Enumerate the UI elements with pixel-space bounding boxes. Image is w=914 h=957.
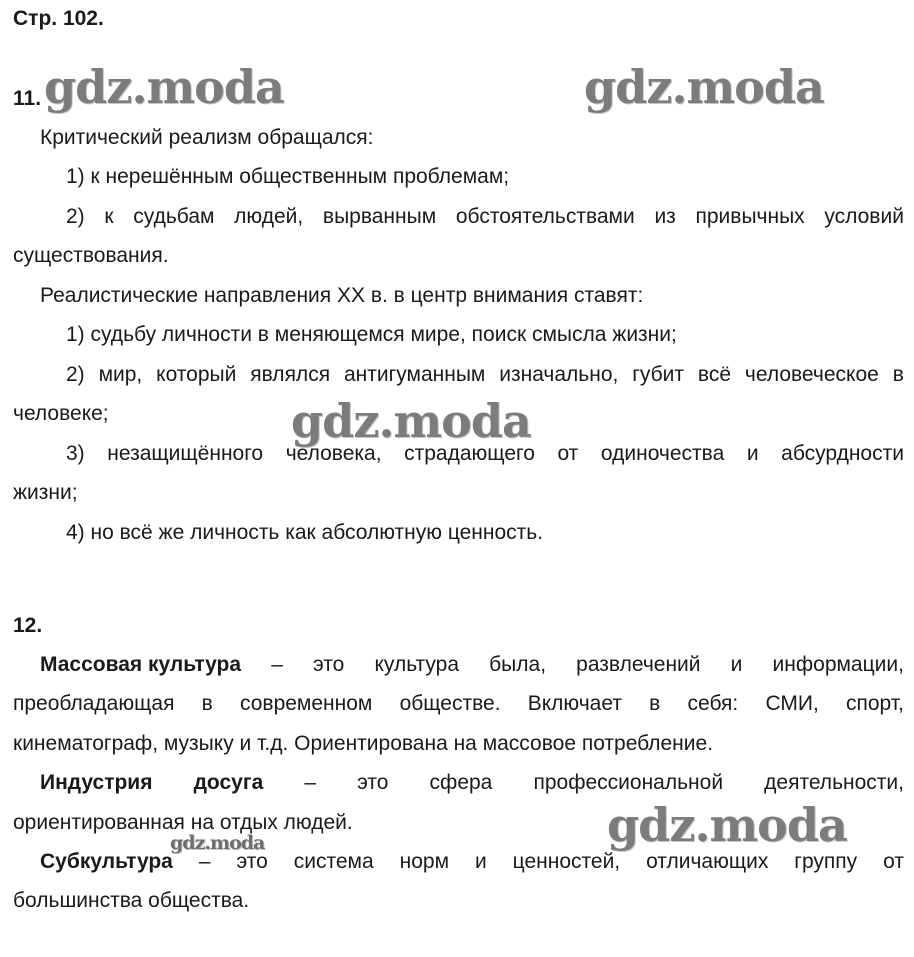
- word: спорт,: [846, 692, 904, 715]
- word: –: [198, 850, 211, 873]
- word: судьбам: [133, 205, 215, 228]
- word: мир,: [98, 363, 143, 386]
- page-header: Стр. 102.: [13, 7, 104, 30]
- watermark: gdz.moda: [170, 832, 265, 854]
- task-12-leisure-line-1: [40, 770, 904, 796]
- term-mass-culture: Массовая культура: [40, 653, 242, 676]
- watermark: gdz.moda: [44, 60, 284, 114]
- word: абсурдности: [781, 442, 904, 465]
- word: –: [271, 653, 283, 676]
- word: профессиональной: [533, 771, 724, 794]
- task-11-realism-3-continued: жизни;: [13, 481, 78, 504]
- watermark: gdz.moda: [607, 798, 847, 852]
- word: СМИ,: [765, 692, 819, 715]
- word: это: [236, 850, 268, 873]
- task-12-number: 12.: [13, 614, 43, 637]
- word: современном: [240, 692, 373, 715]
- task-12-mass-culture-line-2: [13, 691, 904, 717]
- word: культура: [374, 653, 459, 676]
- word: 2): [66, 363, 85, 386]
- word: от: [883, 850, 904, 873]
- word: привычных: [695, 205, 805, 228]
- term-subculture: Субкультура: [40, 850, 173, 873]
- word: и: [730, 653, 743, 676]
- task-12-mass-culture-line-3: кинематограф, музыку и т.д. Ориентирована на массовое потребление.: [13, 732, 714, 755]
- task-12-subculture-line-2: большинства общества.: [13, 889, 250, 912]
- word: –: [304, 771, 317, 794]
- word: это: [357, 771, 389, 794]
- word: являлся: [250, 363, 331, 386]
- word: антигуманным: [343, 363, 486, 386]
- task-11-realism-2: [66, 362, 904, 388]
- task-12-mass-culture-line-1: [40, 652, 904, 678]
- word: человеческое: [744, 363, 879, 386]
- word: в: [201, 692, 213, 715]
- word: в: [892, 363, 904, 386]
- word: деятельности,: [764, 771, 904, 794]
- word: была,: [489, 653, 547, 676]
- task-11-intro: Критический реализм обращался:: [40, 126, 374, 149]
- task-11-realism-1: 1) судьбу личности в меняющемся мире, поиск смысла жизни;: [66, 323, 677, 346]
- task-11-realism-2-continued: человеке;: [13, 402, 109, 425]
- word: одиночества: [600, 442, 725, 465]
- word: обстоятельствами: [455, 205, 635, 228]
- watermark: gdz.moda: [584, 60, 824, 114]
- watermark: gdz.moda: [291, 394, 531, 448]
- word: группу: [794, 850, 858, 873]
- word: и: [474, 850, 487, 873]
- word: отличающих: [646, 850, 769, 873]
- word: незащищённого: [107, 442, 264, 465]
- task-11-item-1: 1) к нерешённым общественным проблемам;: [66, 165, 510, 188]
- word: ценностей,: [512, 850, 621, 873]
- word: человека,: [285, 442, 382, 465]
- word: к: [104, 205, 114, 228]
- term-leisure-word: Индустрия: [40, 771, 153, 794]
- task-11-intro-2: Реалистические направления XX в. в центр внимания ставят:: [40, 284, 644, 307]
- word: развлечений: [576, 653, 701, 676]
- word: всё: [697, 363, 732, 386]
- task-11-realism-4: 4) но всё же личность как абсолютную ценность.: [66, 521, 544, 544]
- word: в: [649, 692, 661, 715]
- word: 3): [66, 442, 85, 465]
- word: который: [156, 363, 237, 386]
- word: и: [746, 442, 759, 465]
- word: губит: [632, 363, 685, 386]
- word: страдающего: [404, 442, 535, 465]
- task-12-leisure-line-2: ориентированная на отдых людей.: [13, 811, 353, 834]
- word: норм: [399, 850, 450, 873]
- word: от: [557, 442, 579, 465]
- word: информации,: [772, 653, 904, 676]
- word: из: [654, 205, 676, 228]
- word: 2): [66, 205, 85, 228]
- word: преобладающая: [13, 692, 175, 715]
- word: Включает: [527, 692, 622, 715]
- task-11-number: 11.: [13, 87, 42, 110]
- task-11-item-2-continued: существования.: [13, 244, 169, 267]
- task-11-item-2: [66, 204, 904, 230]
- term-leisure-word: досуга: [193, 771, 264, 794]
- word: себя:: [687, 692, 739, 715]
- word: людей,: [234, 205, 304, 228]
- word: это: [313, 653, 345, 676]
- word: система: [293, 850, 374, 873]
- word: вырванным: [322, 205, 437, 228]
- word: сфера: [429, 771, 493, 794]
- word: обществе.: [399, 692, 501, 715]
- word: условий: [824, 205, 904, 228]
- word: изначально,: [499, 363, 619, 386]
